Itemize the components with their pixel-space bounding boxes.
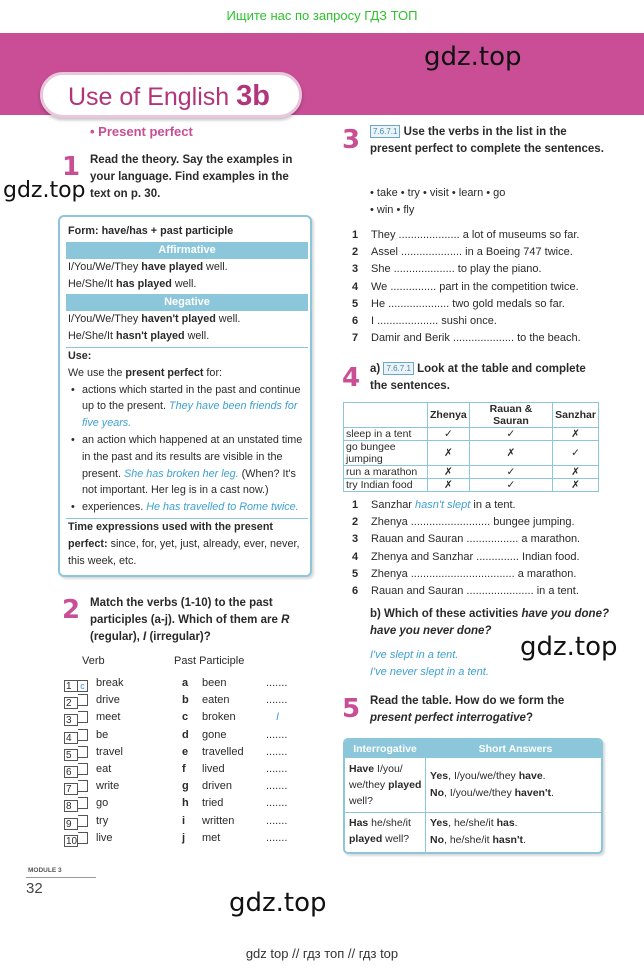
match-row xyxy=(64,761,324,778)
module-label: MODULE 3 xyxy=(28,867,62,874)
type-mark: ....... xyxy=(266,814,288,827)
answer-1: Yes, I/you/we/they have. No, I/you/we/they haven't. xyxy=(430,770,554,799)
exercise-number-4: 4 xyxy=(342,363,361,393)
activities-table xyxy=(343,402,599,492)
mark-cell: ✗ xyxy=(553,466,599,479)
negative-line: I/You/We/They haven't played well. xyxy=(68,313,241,326)
use-item: • actions which started in the past and continue up to the present. They have been friends for five years. xyxy=(68,382,306,432)
mark-cell: ✓ xyxy=(553,441,599,466)
match-row xyxy=(64,675,324,692)
mark-cell: ✓ xyxy=(428,428,470,441)
mark-cell: ✗ xyxy=(428,441,470,466)
affirmative-line: I/You/We/They have played well. xyxy=(68,260,228,273)
verb: meet xyxy=(96,711,121,724)
mark-cell: ✗ xyxy=(469,441,552,466)
curriculum-tag: 7.6.7.1 xyxy=(370,125,400,138)
form-line: Form: have/has + past participle xyxy=(68,225,234,237)
past-participle: lived xyxy=(202,762,225,775)
interrogative-table xyxy=(343,738,603,854)
footer-links[interactable]: gdz top // гдз топ // гдз top xyxy=(245,946,399,961)
exercise-number-2: 2 xyxy=(62,595,81,625)
mark-cell: ✓ xyxy=(469,466,552,479)
verb: be xyxy=(96,728,109,741)
list-item: 5 He .................... two gold medals so far. xyxy=(352,297,565,310)
table-header-cell xyxy=(344,403,428,428)
exercise-4-sentences xyxy=(352,497,612,600)
exercise-number-3: 3 xyxy=(342,125,361,155)
answer-box[interactable]: 6 xyxy=(64,763,88,780)
verb-column-header: Verb xyxy=(82,655,105,667)
match-row xyxy=(64,795,324,812)
question-2: Has he/she/it played well? xyxy=(349,817,411,845)
verb: live xyxy=(96,831,113,844)
exercise-3-sentences xyxy=(352,227,607,347)
table-row xyxy=(344,479,599,492)
exercise-4b-instruction: b) Which of these activities have you done? have you never done? xyxy=(370,608,609,637)
answer-2: Yes, he/she/it has. No, he/she/it hasn't. xyxy=(430,817,526,846)
type-mark: ....... xyxy=(266,694,288,707)
exercise-number-1: 1 xyxy=(62,152,81,182)
answer-box[interactable]: 8 xyxy=(64,797,88,814)
list-item: 7 Damir and Berik .................... to the beach. xyxy=(352,332,581,345)
past-participle: written xyxy=(202,814,235,827)
mark-cell: ✓ xyxy=(469,479,552,492)
verb: go xyxy=(96,797,109,810)
list-item: 6 I .................... sushi once. xyxy=(352,315,497,328)
top-search-link[interactable]: Ищите нас по запросу ГДЗ ТОП xyxy=(226,8,418,23)
type-mark: ....... xyxy=(266,780,288,793)
answer-box[interactable]: 5 xyxy=(64,746,88,763)
activity-cell: go bungee jumping xyxy=(344,441,428,466)
match-row xyxy=(64,830,324,847)
type-mark: ....... xyxy=(266,831,288,844)
list-item: 4 Zhenya and Sanzhar .............. Indian food. xyxy=(352,550,580,563)
verb-list: • take • try • visit • learn • go • win • fly xyxy=(370,187,506,216)
type-mark: ....... xyxy=(266,797,288,810)
letter: g xyxy=(182,780,189,793)
list-item: 4 We ............... part in the competition twice. xyxy=(352,280,579,293)
verb: eat xyxy=(96,762,112,775)
letter: i xyxy=(182,814,186,827)
participle-column-header: Past Participle xyxy=(174,655,245,667)
exercise-number-5: 5 xyxy=(342,694,361,724)
table-header-cell: Zhenya xyxy=(428,403,470,428)
list-item: 1 They .................... a lot of museums so far. xyxy=(352,229,580,241)
verb: break xyxy=(96,677,124,689)
match-row xyxy=(64,813,324,830)
negative-header: Negative xyxy=(66,294,308,311)
curriculum-tag: 7.6.7.1 xyxy=(383,362,413,375)
match-row xyxy=(64,692,324,709)
letter: f xyxy=(182,762,186,775)
type-mark: ....... xyxy=(266,728,288,741)
watermark: gdz.top xyxy=(424,42,522,72)
list-item: 1 Sanzhar hasn't slept in a tent. xyxy=(352,499,516,511)
answer-box[interactable]: 3 xyxy=(64,711,88,728)
table-row xyxy=(344,441,599,466)
answer-box[interactable]: 4 xyxy=(64,729,88,746)
affirmative-header: Affirmative xyxy=(66,242,308,259)
letter: h xyxy=(182,797,189,810)
past-participle: broken xyxy=(202,711,236,724)
answer-box[interactable]: 9 xyxy=(64,815,88,832)
match-list xyxy=(64,675,324,847)
mark-cell: ✗ xyxy=(553,479,599,492)
match-row xyxy=(64,744,324,761)
activity-cell: try Indian food xyxy=(344,479,428,492)
list-item: 5 Zhenya .................................. a marathon. xyxy=(352,567,577,580)
mark-cell: ✓ xyxy=(469,428,552,441)
use-item: • experiences. He has travelled to Rome twice. xyxy=(68,499,306,516)
past-participle: eaten xyxy=(202,694,230,707)
past-participle: travelled xyxy=(202,745,244,758)
exercise-1-instruction: Read the theory. Say the examples in your language. Find examples in the text on p. 30. xyxy=(90,154,293,200)
answer-box[interactable]: 10 xyxy=(64,832,88,849)
mark-cell: ✗ xyxy=(428,466,470,479)
activity-cell: run a marathon xyxy=(344,466,428,479)
table-header-cell: Rauan & Sauran xyxy=(469,403,552,428)
verb: travel xyxy=(96,745,123,758)
interrogative-header: Interrogative xyxy=(345,740,425,758)
answer-box[interactable]: 2 xyxy=(64,694,88,711)
exercise-3-instruction: 7.6.7.1 Use the verbs in the list in the present perfect to complete the sentences. xyxy=(370,126,604,155)
past-participle: been xyxy=(202,677,227,689)
letter: c xyxy=(182,711,189,724)
verb: write xyxy=(96,780,120,793)
type-mark: ....... xyxy=(266,762,288,775)
mark-cell: ✗ xyxy=(553,428,599,441)
time-expressions: Time expressions used with the present perfect: since, for, yet, just, already, ever, never, this week, etc. xyxy=(68,520,300,567)
past-participle: gone xyxy=(202,728,227,741)
page-title: Use of English 3b xyxy=(68,80,270,112)
list-item: 2 Zhenya .......................... bungee jumping. xyxy=(352,516,575,529)
mark-cell: ✗ xyxy=(428,479,470,492)
match-row xyxy=(64,778,324,795)
theory-box xyxy=(58,215,312,577)
letter: j xyxy=(182,831,186,844)
answer-box[interactable]: 1 c xyxy=(64,677,88,694)
letter: d xyxy=(182,728,189,741)
example-answers: I've slept in a tent. I've never slept in a tent. xyxy=(370,649,489,678)
answer-box[interactable]: 7 xyxy=(64,780,88,797)
letter: a xyxy=(182,677,189,689)
letter: e xyxy=(182,745,189,758)
table-row xyxy=(344,466,599,479)
activity-cell: sleep in a tent xyxy=(344,428,428,441)
verb: drive xyxy=(96,694,120,707)
table-row xyxy=(344,428,599,441)
use-heading: Use: xyxy=(68,349,92,362)
exercise-4-instruction: a) 7.6.7.1 Look at the table and complete the sentences. xyxy=(370,363,586,392)
question-1: Have I/you/ we/they played well? xyxy=(349,763,422,807)
page-number: 32 xyxy=(26,880,43,897)
short-answers-header: Short Answers xyxy=(426,740,603,758)
past-participle: met xyxy=(202,831,221,844)
use-intro: We use the present perfect for: xyxy=(68,366,223,379)
affirmative-line: He/She/It has played well. xyxy=(68,277,197,290)
match-row xyxy=(64,727,324,744)
type-mark: I xyxy=(276,711,280,724)
verb: try xyxy=(96,814,109,827)
list-item: 2 Assel .................... in a Boeing 747 twice. xyxy=(352,246,573,259)
list-item: 3 She .................... to play the piano. xyxy=(352,263,542,276)
negative-line: He/She/It hasn't played well. xyxy=(68,330,210,343)
match-row xyxy=(64,709,324,726)
use-item: • an action which happened at an unstated time in the past and its results are visible in the present. She has broken her leg. (When? It's not important. Her leg is in a cast now.) xyxy=(68,432,306,499)
exercise-5-instruction: Read the table. How do we form the present perfect interrogative? xyxy=(370,695,565,724)
type-mark: ....... xyxy=(266,745,288,758)
section-heading: • Present perfect xyxy=(90,124,193,139)
letter: b xyxy=(182,694,189,707)
watermark: gdz.top xyxy=(520,632,618,662)
exercise-2-instruction: Match the verbs (1-10) to the past participles (a-j). Which of them are R (regular), I (irregular)? xyxy=(90,597,290,643)
type-mark: ....... xyxy=(266,677,288,689)
list-item: 3 Rauan and Sauran ................. a marathon. xyxy=(352,533,581,546)
list-item: 6 Rauan and Sauran ...................... in a tent. xyxy=(352,585,579,598)
table-header-cell: Sanzhar xyxy=(553,403,599,428)
past-participle: driven xyxy=(202,780,232,793)
past-participle: tried xyxy=(202,797,224,810)
watermark: gdz.top xyxy=(229,888,327,918)
watermark: gdz.top xyxy=(3,178,86,203)
